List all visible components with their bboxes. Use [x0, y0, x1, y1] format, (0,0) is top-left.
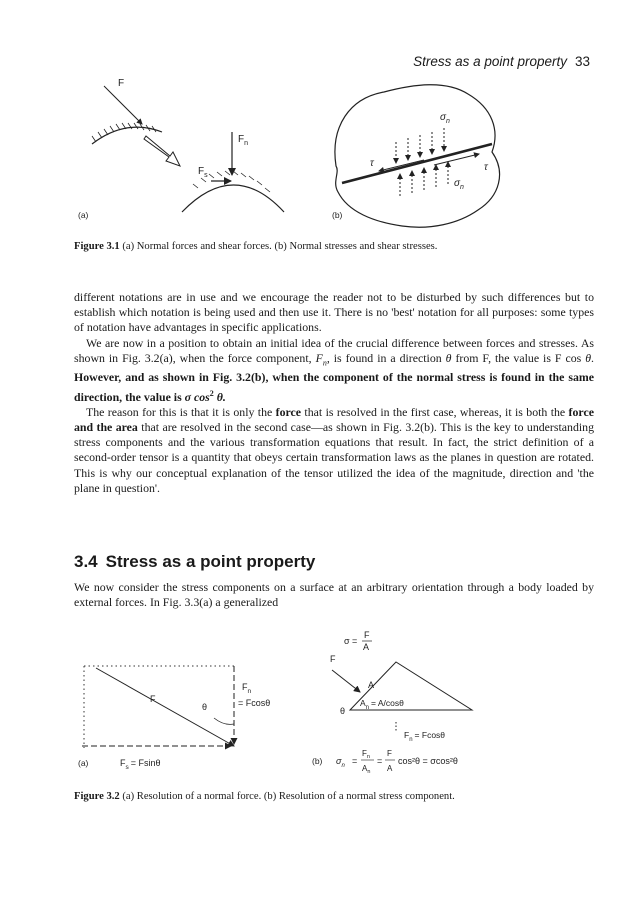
- fig32a-label-fn: $F_n$: [242, 682, 252, 695]
- running-header: [290, 54, 590, 69]
- fig32b-equation: [336, 749, 458, 775]
- fig31a-label-f: F: [118, 78, 125, 89]
- fig31a-right-surface: [182, 171, 284, 212]
- fig32b-sigma-eq-den: A: [363, 642, 370, 652]
- figure-3-1: [74, 70, 514, 232]
- fig32b-label-an: $A_n = A/\cos\theta$: [360, 698, 404, 711]
- fig32a-force-vector: [96, 668, 234, 746]
- fig32b-label-theta: θ: [340, 706, 346, 716]
- svg-text:σn: $\sigma_n$: [336, 756, 345, 769]
- fig32b-label-f: F: [330, 654, 336, 664]
- fig32b-sigma-eq-num: F: [364, 630, 370, 640]
- paragraph-2: We are now in a position to obtain an initial idea of the crucial difference between forces and stresses. As shown in Fig. 3.2(a), when the force component, $F_n$, is found in a direction θ from F, the value is F cos θ. However, and as shown in Fig. 3.2(b), when the component of the normal stress is found in the same direction, the value is σ $\cos^2 \theta$.: [74, 335, 594, 404]
- svg-text:Fn: $F_n$: [362, 749, 370, 760]
- svg-text:An: $A_n$: [362, 764, 371, 775]
- section-number: 3.4: [74, 552, 98, 571]
- fig31a-force-arrow-small: [104, 86, 142, 124]
- figure-3-2-caption: [74, 790, 594, 804]
- paragraph-1: different notations are in use and we encourage the reader not to be disturbed by such differences but to establish which notation is being used and then use it. There is no 'best' notation for all purposes: some types of notation have advantages in specific applications.: [74, 290, 594, 335]
- fig32a-label-f: F: [150, 694, 156, 704]
- fig31a-label-fn: $F_n$: [238, 134, 249, 147]
- svg-text:cos²θ = σcos²θ: cos²θ = σcos²θ: [398, 756, 458, 766]
- fig32b-tag: (b): [312, 756, 323, 766]
- fig32a-tag: (a): [78, 758, 89, 768]
- figure-3-1-label: Figure 3.1: [74, 241, 120, 252]
- paragraph-4: We now consider the stress components on a surface at an arbitrary orientation through a body loaded by external forces. In Fig. 3.3(a) a generalized: [74, 580, 594, 610]
- fig31a-tag: (a): [78, 210, 89, 220]
- figure-3-2: [74, 628, 514, 778]
- fig32a-label-fs: $F_s = Fsin\theta$: [120, 758, 161, 771]
- fig31b-label-sigma-bottom: $\sigma_n$: [454, 178, 464, 191]
- body-text-section: [74, 580, 594, 610]
- fig32b-label-a: A: [368, 680, 375, 690]
- figure-3-1-caption-text: (a) Normal forces and shear forces. (b) Normal stresses and shear stresses.: [122, 241, 438, 252]
- paragraph-3: The reason for this is that it is only the force that is resolved in the first case, whereas, it is both the force and the area that are resolved in the second case—as shown in Fig. 3.2(b). This is the key to understanding stress components and the various transformation equations that result. In fact, the strict definition of a second-order tensor is a quantity that obeys certain transformation laws as the planes in question are rotated. This is why our conceptual explanation of the tensor utilized the idea of the magnitude, direction and 'the plane in question'.: [74, 404, 594, 495]
- fig32b-force-arrow: [332, 670, 360, 692]
- fig31b-label-tau-left: τ: [370, 158, 374, 169]
- fig31b-shear-arrow-right: [434, 154, 479, 165]
- section-title: Stress as a point property: [105, 552, 316, 571]
- figure-3-2-label: Figure 3.2: [74, 791, 120, 802]
- figure-3-2-caption-text: (a) Resolution of a normal force. (b) Resolution of a normal stress component.: [122, 791, 455, 802]
- fig32a-dotted-frame: [84, 666, 234, 748]
- figure-3-1-caption: [74, 240, 594, 254]
- fig31b-tag: (b): [332, 210, 343, 220]
- fig31b-label-tau-right: τ: [484, 162, 488, 173]
- fig32b-label-fn: $F_n = Fcos\theta$: [404, 730, 446, 743]
- fig31b-section-plane: [342, 144, 492, 183]
- body-text: [74, 290, 594, 496]
- page-number: 33: [574, 54, 590, 69]
- fig31b-shear-arrow-left: [379, 160, 424, 171]
- fig31b-body: [335, 85, 500, 227]
- svg-text:=: =: [377, 756, 383, 766]
- fig32a-label-theta: θ: [202, 702, 208, 712]
- fig31a-force-arrow-large: [144, 136, 180, 166]
- fig31a-label-fs: $F_s$: [198, 166, 208, 179]
- section-heading: [74, 552, 315, 572]
- fig32a-angle-arc: [214, 718, 234, 724]
- fig32a-label-fn-eq: = Fcosθ: [238, 698, 271, 708]
- svg-text:=: =: [352, 756, 358, 766]
- svg-text:F: F: [387, 749, 392, 758]
- fig32b-sigma-eq-lhs: σ =: [344, 636, 358, 646]
- svg-text:A: A: [387, 764, 393, 773]
- fig31b-label-sigma-top: $\sigma_n$: [440, 112, 450, 125]
- running-title: Stress as a point property: [413, 54, 567, 69]
